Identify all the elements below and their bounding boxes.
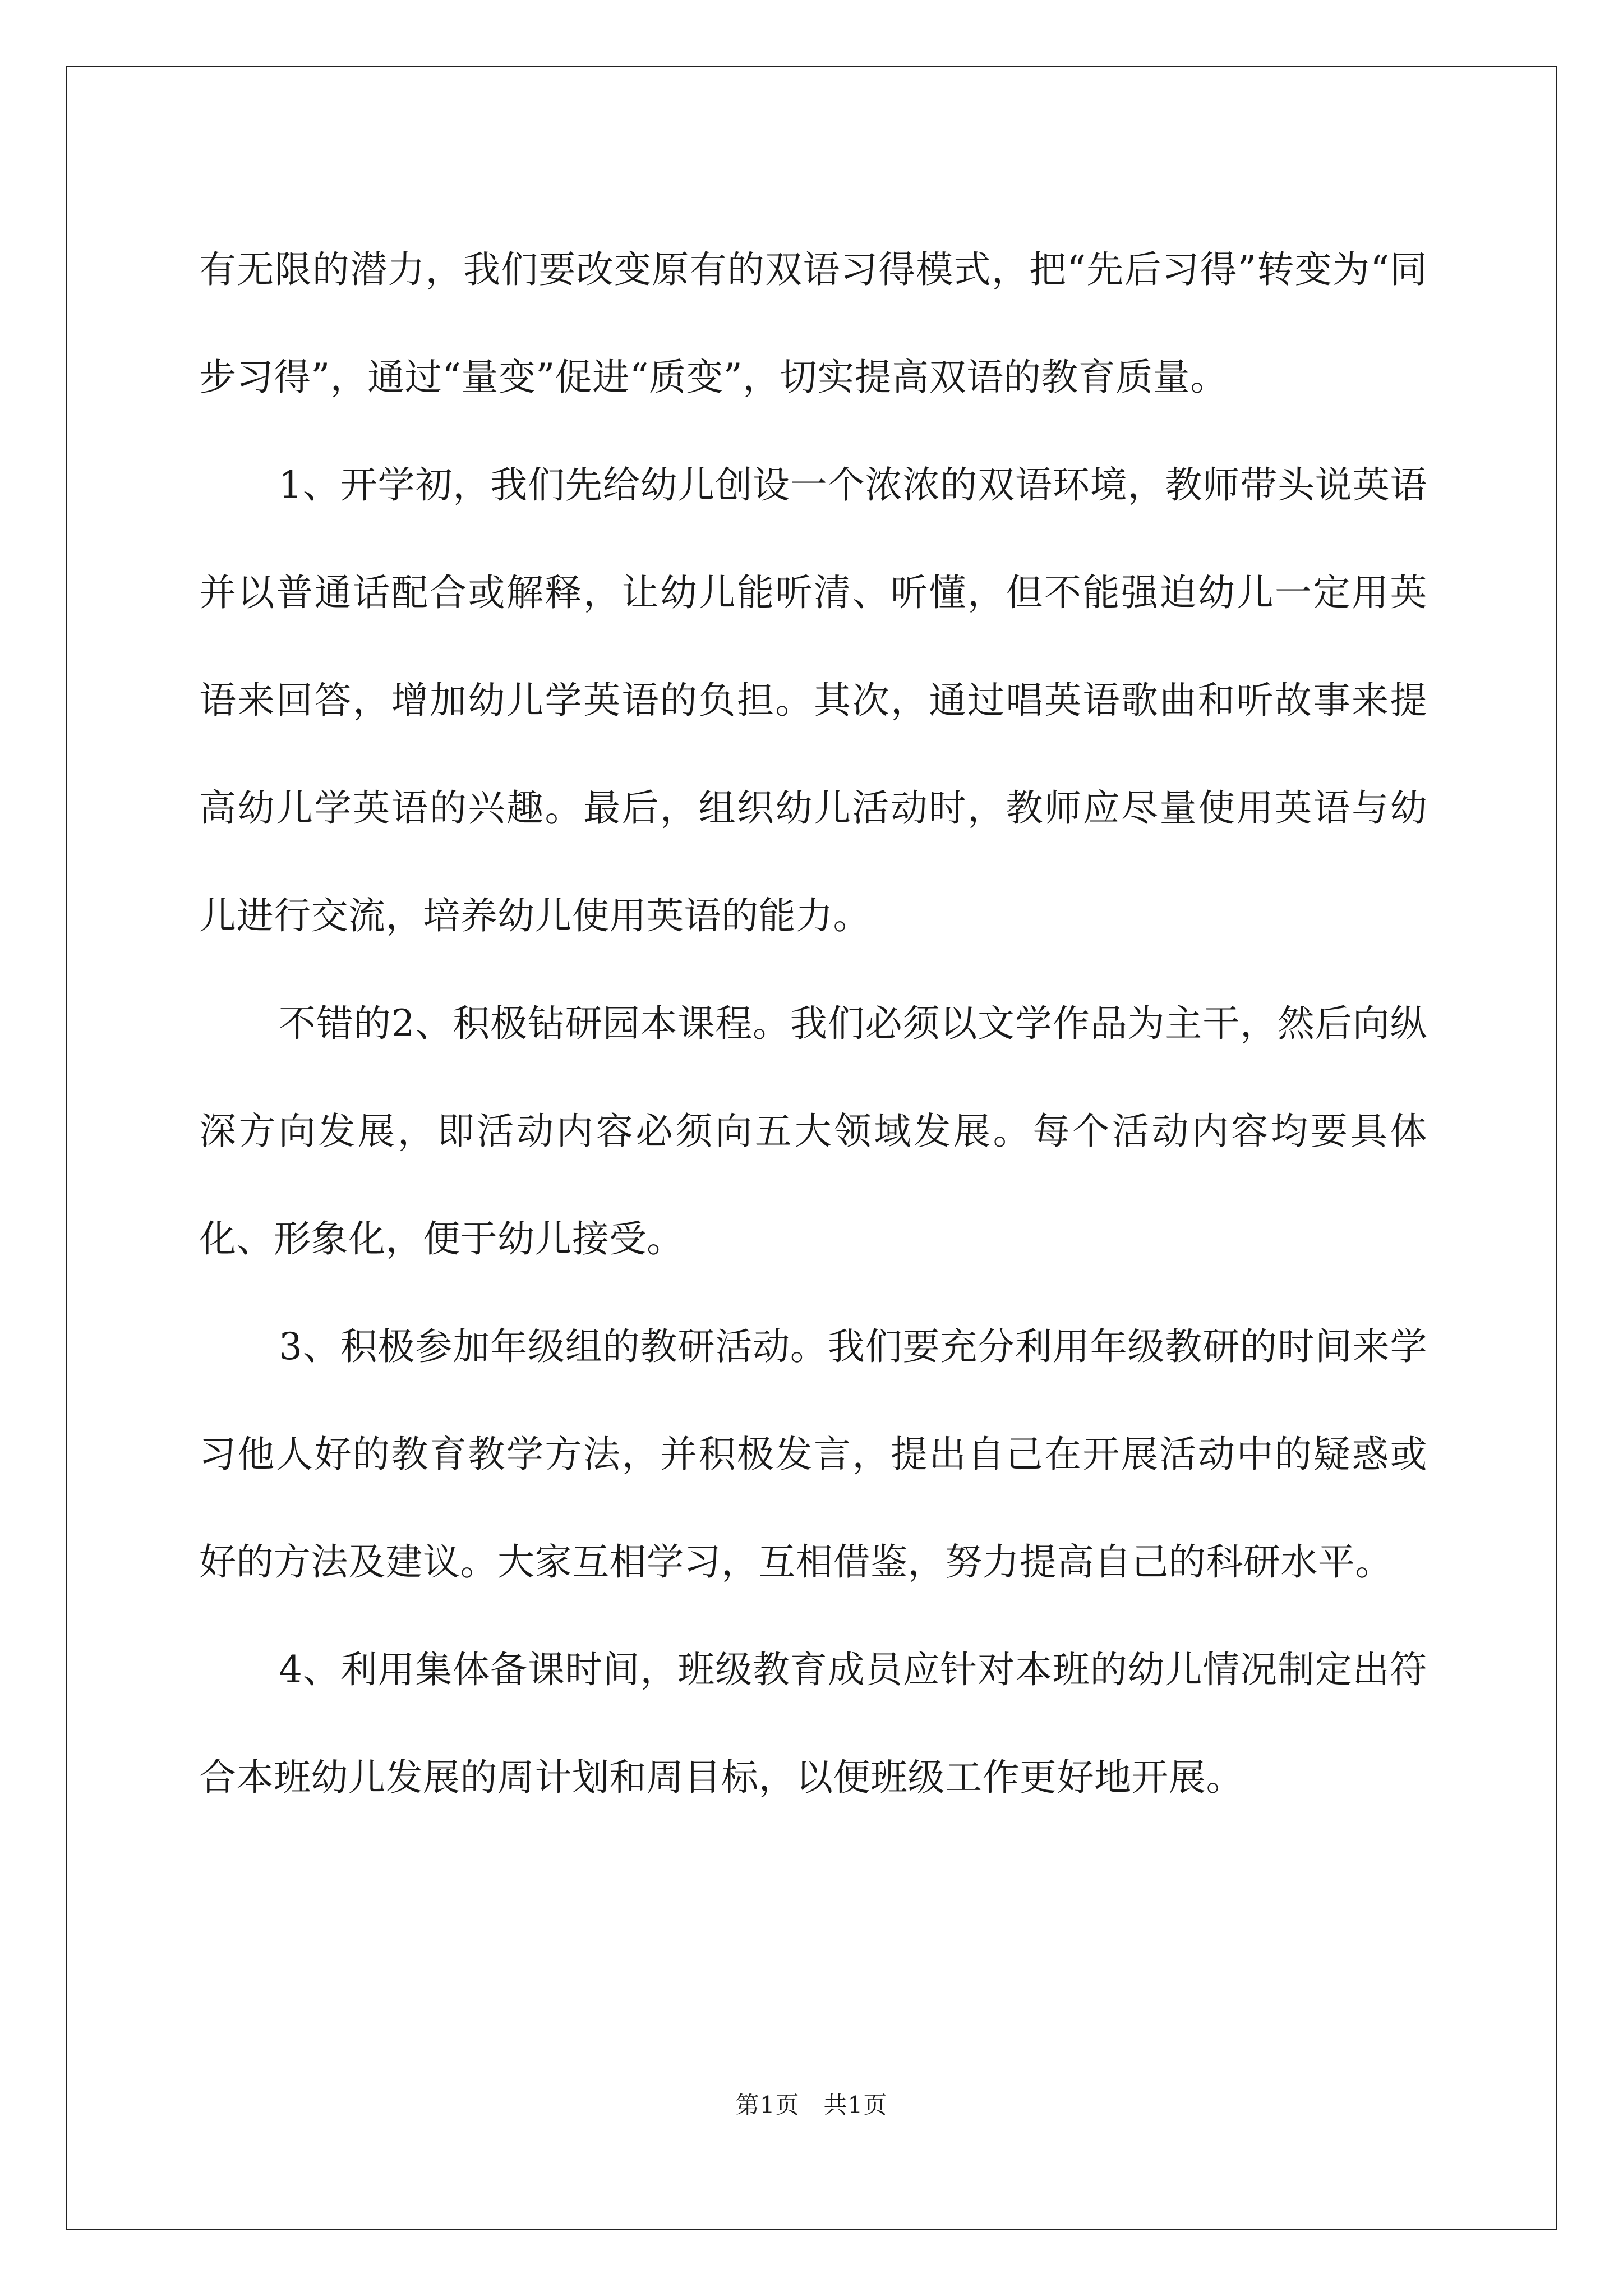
paragraph-1: 有无限的潜力，我们要改变原有的双语习得模式，把“先后习得”转变为“同步习得”，通过“量变”促进“质变”，切实提高双语的教育质量。: [199, 248, 1427, 399]
paragraph-3: 不错的2、积极钻研园本课程。我们必须以文学作品为主干，然后向纵深方向发展，即活动内容必须向五大领域发展。每个活动内容均要具体化、形象化，便于幼儿接受。: [199, 1002, 1427, 1260]
paragraph-2: 1、开学初，我们先给幼儿创设一个浓浓的双语环境，教师带头说英语并以普通话配合或解释，让幼儿能听清、听懂，但不能强迫幼儿一定用英语来回答，增加幼儿学英语的负担。其次，通过唱英语歌曲和听故事来提高幼儿学英语的兴趣。最后，组织幼儿活动时，教师应尽量使用英语与幼儿进行交流，培养幼儿使用英语的能力。: [199, 463, 1427, 937]
page-number-footer: 第1页 共1页: [735, 2091, 888, 2119]
paragraph-4: 3、积极参加年级组的教研活动。我们要充分利用年级教研的时间来学习他人好的教育教学方法，并积极发言，提出自己在开展活动中的疑惑或好的方法及建议。大家互相学习，互相借鉴，努力提高自己的科研水平。: [199, 1325, 1427, 1584]
document-body: [199, 216, 1427, 1832]
paragraph-5: 4、利用集体备课时间，班级教育成员应针对本班的幼儿情况制定出符合本班幼儿发展的周计划和周目标，以便班级工作更好地开展。: [199, 1648, 1427, 1799]
